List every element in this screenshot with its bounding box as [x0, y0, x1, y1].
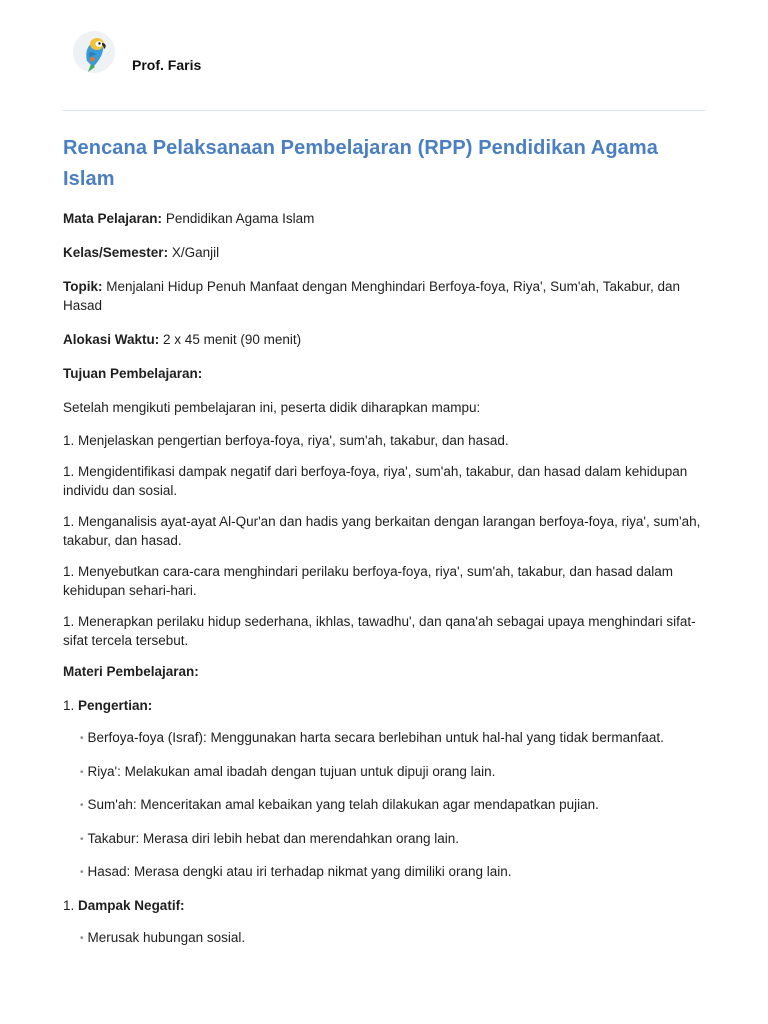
section-label: Pengertian: — [78, 698, 153, 713]
meta-label: Topik: — [63, 279, 103, 294]
list-item — [80, 928, 705, 949]
tujuan-item: 1. Menyebutkan cara-cara menghindari perilaku berfoya-foya, riya', sum'ah, takabur, dan hasad dalam kehidupan sehari-hari. — [63, 564, 673, 598]
section-label: Dampak Negatif: — [78, 897, 185, 913]
meta-kelas-semester — [63, 243, 705, 262]
list-item-text: Riya': Melakukan amal ibadah dengan tujuan untuk dipuji orang lain. — [87, 763, 496, 779]
dampak-heading — [63, 896, 705, 915]
tujuan-item: 1. Menerapkan perilaku hidup sederhana, ikhlas, tawadhu', dan qana'ah sebagai upaya menghindari sifat-sifat tercela tersebut. — [63, 614, 696, 648]
materi-heading: Materi Pembelajaran: — [63, 664, 199, 679]
meta-value: Pendidikan Agama Islam — [165, 211, 315, 226]
meta-alokasi-waktu — [63, 330, 705, 349]
bullet-icon: • — [80, 833, 84, 845]
list-item — [80, 829, 705, 850]
bullet-icon: • — [80, 766, 84, 778]
list-item — [80, 762, 705, 783]
tujuan-item: 1. Menganalisis ayat-ayat Al-Qur'an dan hadis yang berkaitan dengan larangan berfoya-foya, riya', sum'ah, takabur, dan hasad. — [63, 514, 701, 548]
section-number: 1. — [63, 698, 75, 713]
tujuan-intro: Setelah mengikuti pembelajaran ini, peserta didik diharapkan mampu: — [63, 400, 481, 415]
list-item-text: Sum'ah: Menceritakan amal kebaikan yang telah dilakukan agar mendapatkan pujian. — [87, 797, 599, 812]
bullet-icon: • — [80, 867, 84, 878]
tujuan-item: 1. Mengidentifikasi dampak negatif dari berfoya-foya, riya', sum'ah, takabur, dan hasad dalam kehidupan individu dan sosial. — [63, 464, 688, 498]
list-item-text: Merusak hubungan sosial. — [87, 929, 246, 945]
section-number: 1. — [63, 897, 75, 913]
meta-mata-pelajaran — [63, 209, 705, 228]
meta-value: Menjalani Hidup Penuh Manfaat dengan Menghindari Berfoya-foya, Riya', Sum'ah, Takabur, dan Hasad — [63, 279, 681, 313]
parrot-icon[interactable] — [73, 31, 115, 73]
list-item — [80, 728, 705, 749]
bullet-icon: • — [80, 733, 84, 744]
meta-value: X/Ganjil — [171, 245, 220, 260]
meta-label: Mata Pelajaran: — [63, 211, 163, 226]
author-name[interactable]: Prof. Faris — [132, 57, 202, 73]
bullet-icon: • — [80, 932, 84, 944]
pengertian-heading — [63, 696, 705, 715]
meta-label: Alokasi Waktu: — [63, 332, 160, 347]
tujuan-heading: Tujuan Pembelajaran: — [63, 366, 203, 381]
tujuan-item: 1. Menjelaskan pengertian berfoya-foya, riya', sum'ah, takabur, dan hasad. — [63, 433, 509, 448]
list-item — [80, 795, 705, 816]
meta-value: 2 x 45 menit (90 menit) — [163, 332, 302, 347]
list-item-text: Hasad: Merasa dengki atau iri terhadap nikmat yang dimiliki orang lain. — [87, 864, 512, 879]
document-header — [63, 0, 705, 111]
meta-topik — [63, 277, 705, 315]
list-item-text: Takabur: Merasa diri lebih hebat dan merendahkan orang lain. — [87, 830, 459, 846]
parrot-avatar-svg — [73, 31, 115, 73]
meta-label: Kelas/Semester: — [63, 245, 169, 260]
document-title: Rencana Pelaksanaan Pembelajaran (RPP) Pendidikan Agama Islam — [63, 137, 658, 190]
list-item — [80, 862, 705, 883]
bullet-icon: • — [80, 800, 84, 811]
list-item-text: Berfoya-foya (Israf): Menggunakan harta secara berlebihan untuk hal-hal yang tidak bermanfaat. — [87, 730, 664, 745]
